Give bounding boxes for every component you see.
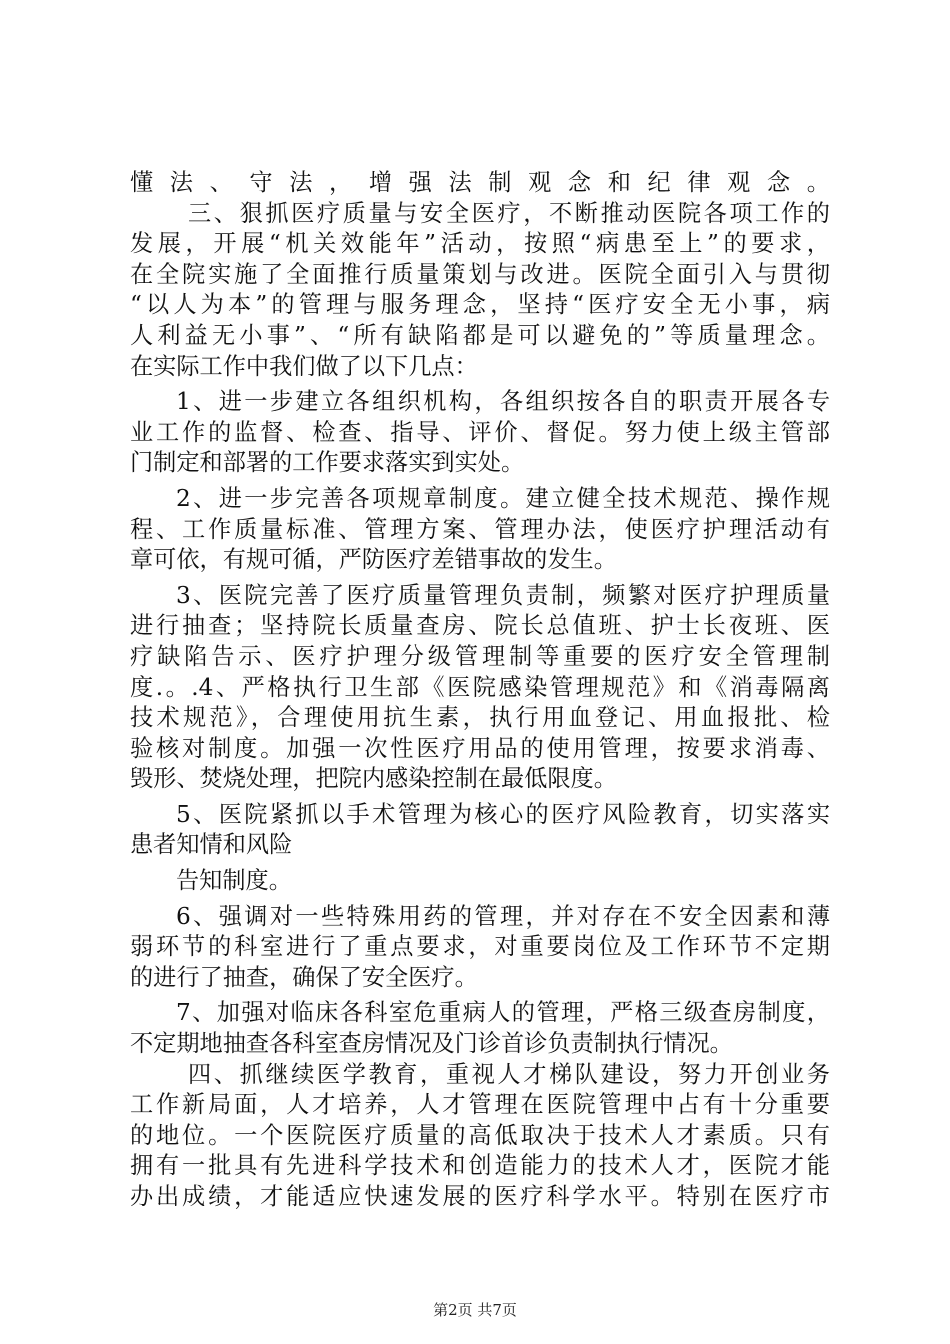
text-line: 人利益无小事”、“所有缺陷都是可以避免的”等质量理念。 xyxy=(130,321,830,349)
text-line: “以人为本”的管理与服务理念，坚持“医疗安全无小事，病 xyxy=(130,291,830,319)
text-line: 弱环节的科室进行了重点要求，对重要岗位及工作环节不定期 xyxy=(130,933,830,961)
text-line: 程、工作质量标准、管理方案、管理办法，使医疗护理活动有 xyxy=(130,515,830,543)
text-line: 发展，开展“机关效能年”活动，按照“病患至上”的要求， xyxy=(130,230,830,258)
text-line: 进行抽查；坚持院长质量查房、院长总值班、护士长夜班、医 xyxy=(130,612,830,640)
text-line: 6、强调对一些特殊用药的管理，并对存在不安全因素和薄 xyxy=(176,902,830,930)
text-line: 在全院实施了全面推行质量策划与改进。医院全面引入与贯彻 xyxy=(130,260,830,288)
text-line: 毁形、焚烧处理，把院内感染控制在最低限度。 xyxy=(130,765,617,793)
text-line: 章可依，有规可循，严防医疗差错事故的发生。 xyxy=(130,546,617,574)
text-line: 度.。.4、严格执行卫生部《医院感染管理规范》和《消毒隔离 xyxy=(130,673,830,701)
body-text xyxy=(130,168,830,1213)
text-line: 的地位。一个医院医疗质量的高低取决于技术人才素质。只有 xyxy=(130,1121,830,1149)
text-line: 不定期地抽查各科室查房情况及门诊首诊负责制执行情况。 xyxy=(130,1030,733,1058)
text-line: 的进行了抽查，确保了安全医疗。 xyxy=(130,963,478,991)
page-number-footer: 第2页 共7页 xyxy=(433,1301,517,1319)
text-line: 拥有一批具有先进科学技术和创造能力的技术人才，医院才能 xyxy=(130,1152,830,1180)
text-line: 三、狠抓医疗质量与安全医疗，不断推动医院各项工作的 xyxy=(188,199,830,227)
text-line: 3、医院完善了医疗质量管理负责制，频繁对医疗护理质量 xyxy=(176,581,830,609)
text-line: 懂法、守法，增强法制观念和纪律观念。 xyxy=(130,169,830,196)
text-line: 1、进一步建立各组织机构，各组织按各自的职责开展各专 xyxy=(176,388,830,416)
text-line: 7、加强对临床各科室危重病人的管理，严格三级查房制度， xyxy=(176,999,830,1027)
text-line: 业工作的监督、检查、指导、评价、督促。努力使上级主管部 xyxy=(130,418,830,446)
text-line: 在实际工作中我们做了以下几点： xyxy=(130,352,478,380)
text-line: 2、进一步完善各项规章制度。建立健全技术规范、操作规 xyxy=(176,484,830,512)
text-line: 门制定和部署的工作要求落实到实处。 xyxy=(130,449,525,477)
text-line: 患者知情和风险 xyxy=(130,831,293,859)
text-line: 告知制度。 xyxy=(176,867,292,895)
text-line: 技术规范》，合理使用抗生素，执行用血登记、用血报批、检 xyxy=(130,704,830,732)
text-line: 四、抓继续医学教育，重视人才梯队建设，努力开创业务 xyxy=(188,1060,830,1088)
text-line: 5、医院紧抓以手术管理为核心的医疗风险教育，切实落实 xyxy=(176,800,830,828)
text-line: 工作新局面，人才培养，人才管理在医院管理中占有十分重要 xyxy=(130,1091,830,1119)
text-line: 疗缺陷告示、医疗护理分级管理制等重要的医疗安全管理制 xyxy=(130,642,830,670)
text-line: 办出成绩，才能适应快速发展的医疗科学水平。特别在医疗市 xyxy=(130,1183,830,1210)
text-line: 验核对制度。加强一次性医疗用品的使用管理，按要求消毒、 xyxy=(130,734,830,762)
